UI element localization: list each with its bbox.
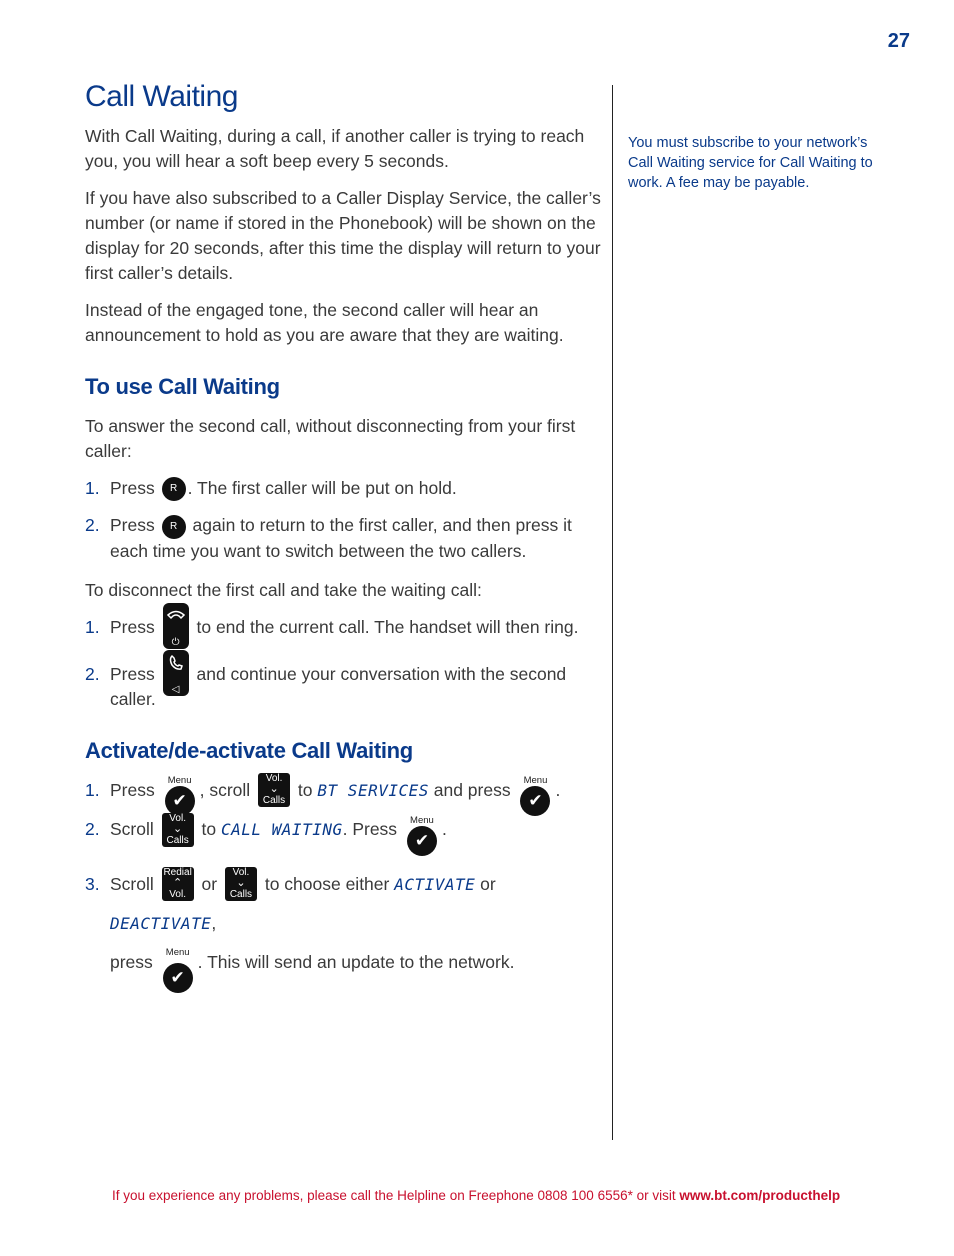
main-content bbox=[85, 80, 605, 993]
menu-ok-button-icon: Menu ✔ bbox=[405, 816, 439, 844]
step-number: 2. bbox=[85, 819, 100, 840]
step-number: 1. bbox=[85, 478, 100, 498]
disconnect-step-2: 2. Press ◁ and continue your conversation with the second caller. bbox=[85, 662, 605, 712]
step-number: 3. bbox=[85, 873, 100, 894]
recall-r-button-icon: R bbox=[162, 515, 186, 539]
step-number: 1. bbox=[85, 616, 100, 637]
section-heading-use: To use Call Waiting bbox=[85, 374, 280, 399]
activate-step-2: 2. Scroll Vol. ⌄ Calls to CALL WAITING. Press Menu ✔. bbox=[85, 817, 605, 842]
disconnect-step-1: 1. Press ⏻ to end the current call. The handset will then ring. bbox=[85, 615, 605, 640]
answer-lead: To answer the second call, without disconnecting from your first caller: bbox=[85, 416, 576, 461]
section-heading-activate: Activate/de-activate Call Waiting bbox=[85, 737, 413, 763]
lcd-option-deactivate: DEACTIVATE bbox=[110, 913, 212, 933]
talk-button-icon: ◁ bbox=[163, 650, 189, 696]
sidenote: You must subscribe to your network’s Call Waiting service for Call Waiting to work. A fee may be payable. bbox=[628, 135, 873, 191]
activate-step-3: 3. Scroll Redial ⌃ Vol. or Vol. ⌄ Calls to choose either ACTIVATE or DEACTIVATE, press Menu ✔. This will send an update to the network. bbox=[85, 865, 605, 981]
page-title: Call Waiting bbox=[85, 80, 238, 113]
end-call-button-icon: ⏻ bbox=[163, 603, 189, 649]
intro-paragraph-3: Instead of the engaged tone, the second caller will hear an announcement to hold as you are aware that they are waiting. bbox=[85, 300, 564, 345]
footer-helpline: If you experience any problems, please call the Helpline on Freephone 0808 100 6556* or visit www.bt.com/producthelp bbox=[112, 1188, 841, 1203]
lcd-option-activate: ACTIVATE bbox=[394, 874, 476, 894]
redial-volume-up-button-icon: Redial ⌃ Vol. bbox=[163, 866, 192, 900]
menu-ok-button-icon: Menu ✔ bbox=[163, 776, 197, 804]
volume-calls-down-button-icon: Vol. ⌄ Calls bbox=[162, 813, 194, 847]
intro-paragraph-2: If you have also subscribed to a Caller Display Service, the caller’s number (or name if stored in the Phonebook) will be shown on the display for 20 seconds, after this time the display will return to your first caller’s details. bbox=[85, 188, 601, 283]
lcd-menu-item: BT SERVICES bbox=[317, 780, 429, 800]
menu-ok-button-icon: Menu ✔ bbox=[161, 948, 195, 976]
step-number: 1. bbox=[85, 779, 100, 800]
step-number: 2. bbox=[85, 515, 100, 536]
footer-link[interactable]: www.bt.com/producthelp bbox=[679, 1188, 841, 1203]
page-number: 27 bbox=[887, 30, 910, 52]
disconnect-lead: To disconnect the first call and take the waiting call: bbox=[85, 579, 482, 600]
answer-step-2: 2. Press R again to return to the first caller, and then press it each time you want to switch between the two callers. bbox=[85, 515, 572, 561]
answer-step-1: 1. Press R . The first caller will be put on hold. bbox=[85, 476, 605, 501]
menu-ok-button-icon: Menu ✔ bbox=[518, 776, 552, 804]
volume-calls-down-button-icon: Vol. ⌄ Calls bbox=[258, 773, 290, 807]
intro-paragraph-1: With Call Waiting, during a call, if another caller is trying to reach you, you will hear a soft beep every 5 seconds. bbox=[85, 126, 585, 171]
recall-r-button-icon: R bbox=[162, 477, 186, 501]
activate-step-1: 1. Press Menu ✔, scroll Vol. ⌄ Calls to BT SERVICES and press Menu ✔. bbox=[85, 778, 605, 803]
volume-calls-down-button-icon: Vol. ⌄ Calls bbox=[225, 867, 257, 901]
column-divider bbox=[612, 85, 613, 1140]
lcd-menu-item: CALL WAITING bbox=[221, 820, 343, 840]
step-number: 2. bbox=[85, 663, 100, 684]
